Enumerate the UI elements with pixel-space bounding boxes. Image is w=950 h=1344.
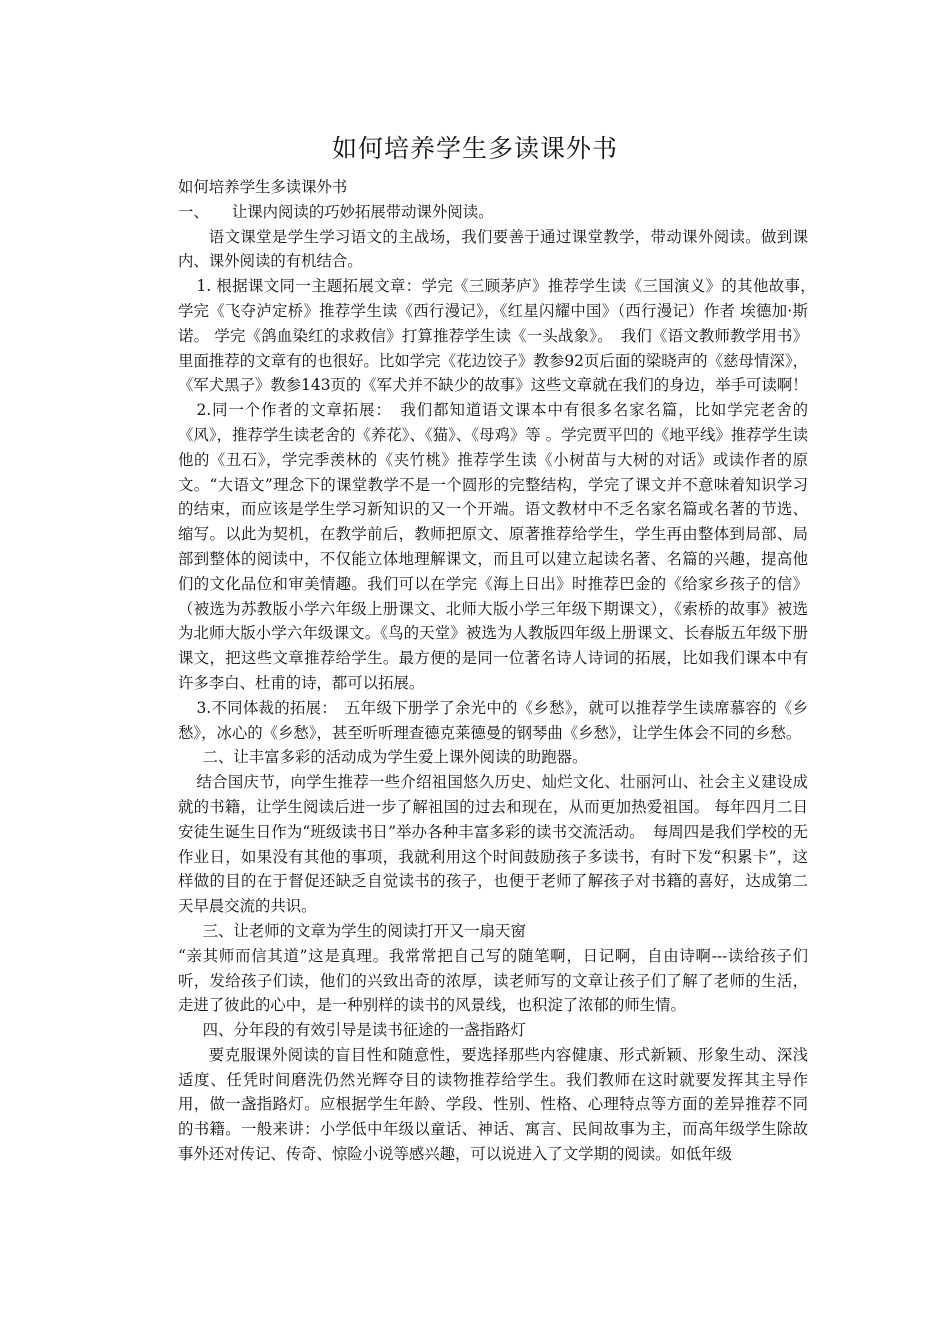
section-heading-3: 三、让老师的文章为学生的阅读打开又一扇天窗 (202, 921, 526, 940)
document-body (178, 175, 824, 1167)
paragraph-1: 语文课堂是学生学习语文的主战场，我们要善于通过课堂教学，带动课外阅读。做到课内、课外阅读的有机结合。 (178, 227, 808, 271)
paragraph-4: 3.不同体裁的拓展： 五年级下册学了余光中的《乡愁》，就可以推荐学生读席慕容的《乡愁》，冰心的《乡愁》，甚至听听理查德克莱德曼的钢琴曲《乡愁》，让学生体会不同的乡愁。 (178, 698, 808, 742)
section-heading-2: 二、让丰富多彩的活动成为学生爱上课外阅读的助跑器。 (202, 748, 588, 767)
paragraph-7: 要克服课外阅读的盲目性和随意性，要选择那些内容健康、形式新颖、形象生动、深浅适度、任凭时间磨洗仍然光辉夺目的读物推荐给学生。我们教师在这时就要发挥其主导作用，做一盏指路灯。应根据学生年龄、学段、性别、性格、心理特点等方面的差异推荐不同的书籍。一般来讲：小学低中年级以童话、神话、寓言、民间故事为主，而高年级学生除故事外还对传记、传奇、惊险小说等感兴趣，可以说进入了文学期的阅读。如低年级 (178, 1045, 808, 1164)
paragraph-3: 2.同一个作者的文章拓展： 我们都知道语文课本中有很多名家名篇，比如学完老舍的《风》，推荐学生读老舍的《养花》、《猫》、《母鸡》等 。学完贾平凹的《地平线》推荐学生读他的《丑石》，学完季羡林的《夹竹桃》推荐学生读《小树苗与大树的对话》或读作者的原文。“大语文”理念下的课堂教学不是一个圆形的完整结构，学完了课文并不意味着知识学习的结束，而应该是学生学习新知识的又一个开端。语文教材中不乏名家名篇或名著的节选、缩写。以此为契机，在教学前后，教师把原文、原著推荐给学生，学生再由整体到局部、局部到整体的阅读中，不仅能立体地理解课文，而且可以建立起读名著、名篇的兴趣，提高他们的文化品位和审美情趣。我们可以在学完《海上日出》时推荐巴金的《给家乡孩子的信》（被选为苏教版小学六年级上册课文、北师大版小学三年级下期课文），《索桥的故事》被选为北师大版小学六年级课文。《鸟的天堂》被选为人教版四年级上册课文、长春版五年级下册课文，把这些文章推荐给学生。最方便的是同一位著名诗人诗词的拓展，比如我们课本中有许多李白、杜甫的诗，都可以拓展。 (178, 401, 808, 692)
subtitle: 如何培养学生多读课外书 (178, 178, 348, 196)
paragraph-2: 1. 根据课文同一主题拓展文章：学完《三顾茅庐》推荐学生读《三国演义》的其他故事， 学完《飞夺泸定桥》推荐学生读《西行漫记》，《红星闪耀中国》（西行漫记）作者 埃德加·斯诺。 学完《鸽血染红的求救信》打算推荐学生读《一头战象》。 我们《语文教师教学用书》里面推荐的文章有的也很好。比如学完《花边饺子》教参92页后面的梁晓声的《慈母情深》，《军犬黑子》教参143页的《军犬并不缺少的故事》这些文章就在我们的身边，举手可读啊！ (178, 277, 824, 395)
document-title: 如何培养学生多读课外书 (331, 134, 618, 163)
section-heading-4: 四、分年段的有效引导是读书征途的一盏指路灯 (202, 1021, 526, 1040)
section-heading-1: 一、 让课内阅读的巧妙拓展带动课外阅读。 (178, 202, 494, 221)
paragraph-6: “亲其师而信其道”这是真理。我常常把自己写的随笔啊，日记啊，自由诗啊---读给孩子们听，发给孩子们读，他们的兴致出奇的浓厚，读老师写的文章让孩子们了解了老师的生活，走进了彼此的心中，是一种别样的读书的风景线，也积淀了浓郁的师生情。 (178, 946, 808, 1015)
paragraph-5: 结合国庆节，向学生推荐一些介绍祖国悠久历史、灿烂文化、壮丽河山、社会主义建设成就的书籍，让学生阅读后进一步了解祖国的过去和现在，从而更加热爱祖国。 每年四月二日安徒生诞生日作为“班级读书日”举办各种丰富多彩的读书交流活动。 每周四是我们学校的无作业日，如果没有其他的事项，我就利用这个时间鼓励孩子多读书，有时下发“积累卡”，这样做的目的在于督促还缺乏自觉读书的孩子，也便于老师了解孩子对书籍的喜好，达成第二天早晨交流的共识。 (178, 773, 808, 916)
